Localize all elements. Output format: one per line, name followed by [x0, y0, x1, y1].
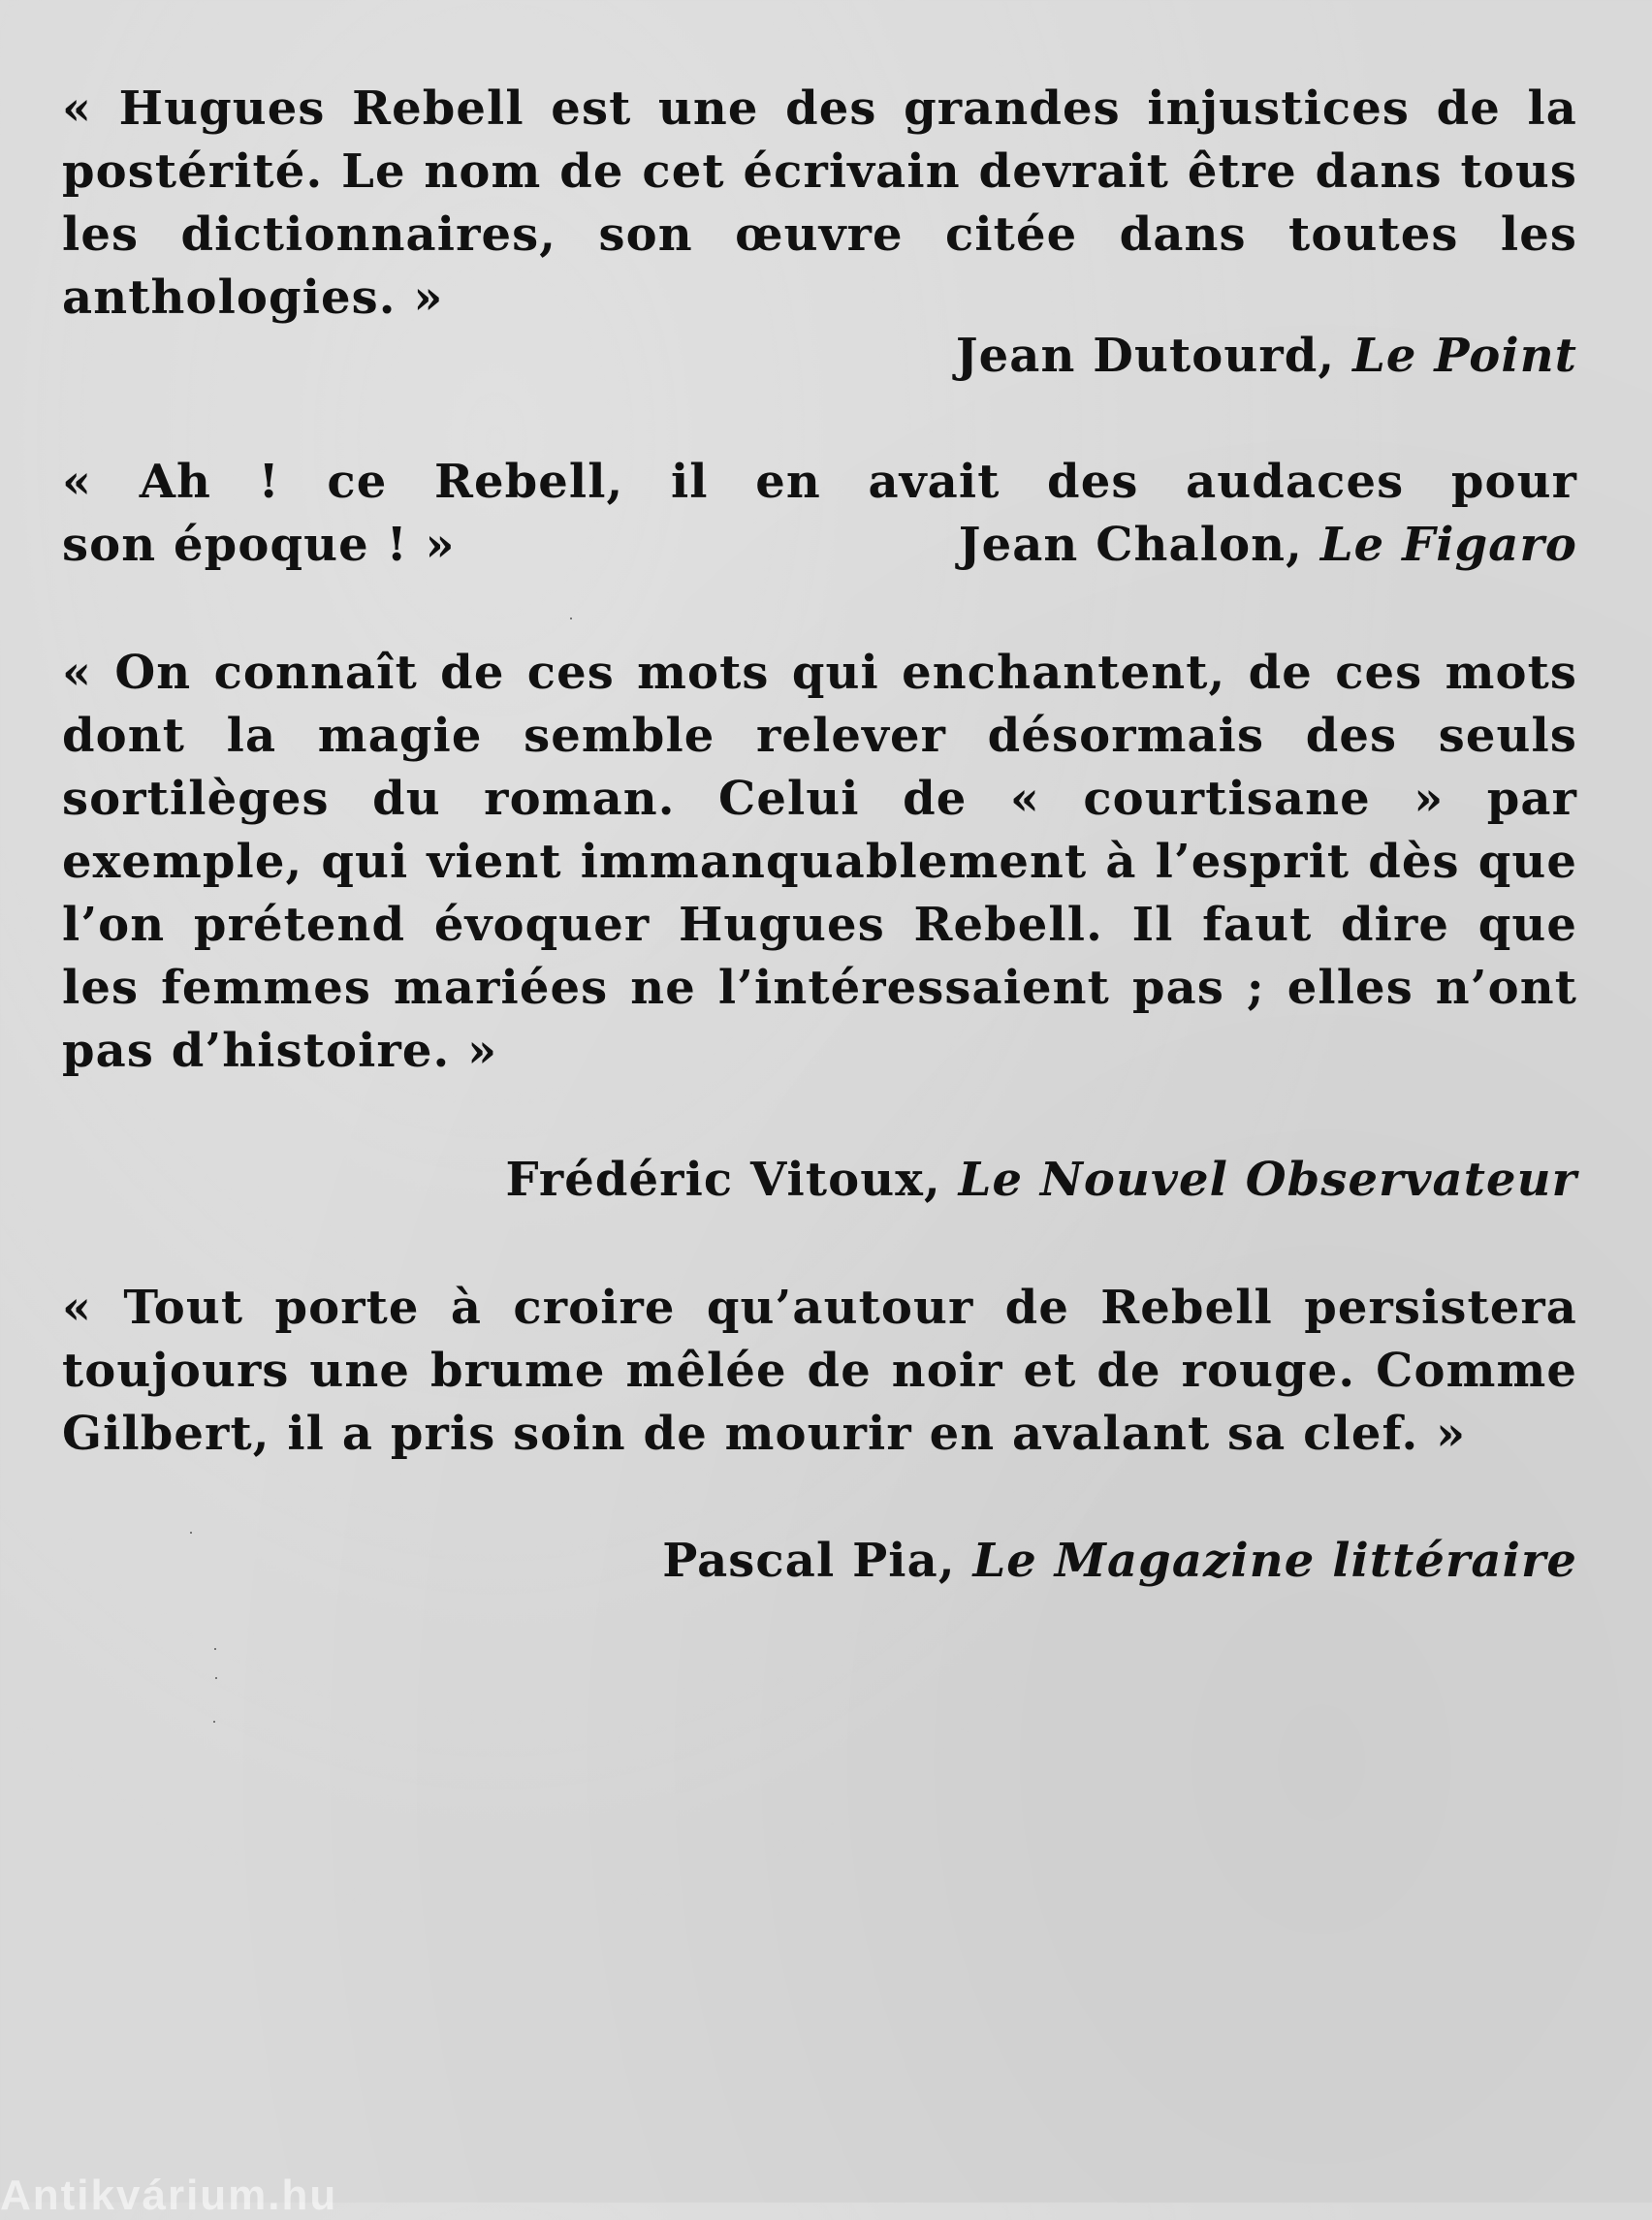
quote-text-line: son époque ! »: [62, 518, 456, 572]
paper-speck: [190, 1532, 192, 1534]
quote-chalon: [62, 451, 1577, 577]
publication-name: Le Figaro: [1319, 518, 1577, 572]
author-name: Frédéric Vitoux,: [505, 1153, 941, 1207]
watermark: Antikvárium.hu: [0, 2172, 338, 2219]
paper-speck: [570, 618, 572, 619]
quote-pia: « Tout porte à croire qu’autour de Rebell persistera toujours une brume mêlée de noir et de rouge. Comme Gilbert, il a pris soin de mourir en avalant sa clef. »: [62, 1281, 1577, 1461]
attribution-chalon: [959, 514, 1577, 577]
paper-speck: [215, 1677, 217, 1679]
author-name: Jean Dutourd,: [955, 329, 1336, 383]
attribution-vitoux: [506, 1149, 1577, 1212]
publication-name: Le Point: [1352, 329, 1577, 383]
paper-speck: [214, 1648, 216, 1650]
quote-last-line: [62, 514, 1577, 577]
publication-name: Le Nouvel Observateur: [958, 1153, 1577, 1207]
attribution-dutourd: [956, 325, 1577, 388]
attribution-pia: [662, 1530, 1577, 1593]
quote-vitoux: « On connaît de ces mots qui enchantent, de ces mots dont la magie semble relever désormais des seuls sortilèges du roman. Celui de « courtisane » par exemple, qui vient immanquablement à l’esprit dès que l’on prétend évoquer Hugues Rebell. Il faut dire que les femmes mariées ne l’intéressaient pas ; elles n’ont pas d’histoire. »: [62, 646, 1577, 1078]
author-name: Pascal Pia,: [662, 1534, 956, 1588]
paper-speck: [213, 1721, 215, 1723]
publication-name: Le Magazine littéraire: [972, 1534, 1577, 1588]
quote-dutourd: « Hugues Rebell est une des grandes injustices de la postérité. Le nom de cet écrivain devrait être dans tous les dictionnaires, son œuvre citée dans toutes les anthologies. »: [62, 81, 1577, 325]
author-name: Jean Chalon,: [958, 518, 1303, 572]
quote-text-line: « Ah ! ce Rebell, il en avait des audaces pour: [62, 455, 1577, 509]
